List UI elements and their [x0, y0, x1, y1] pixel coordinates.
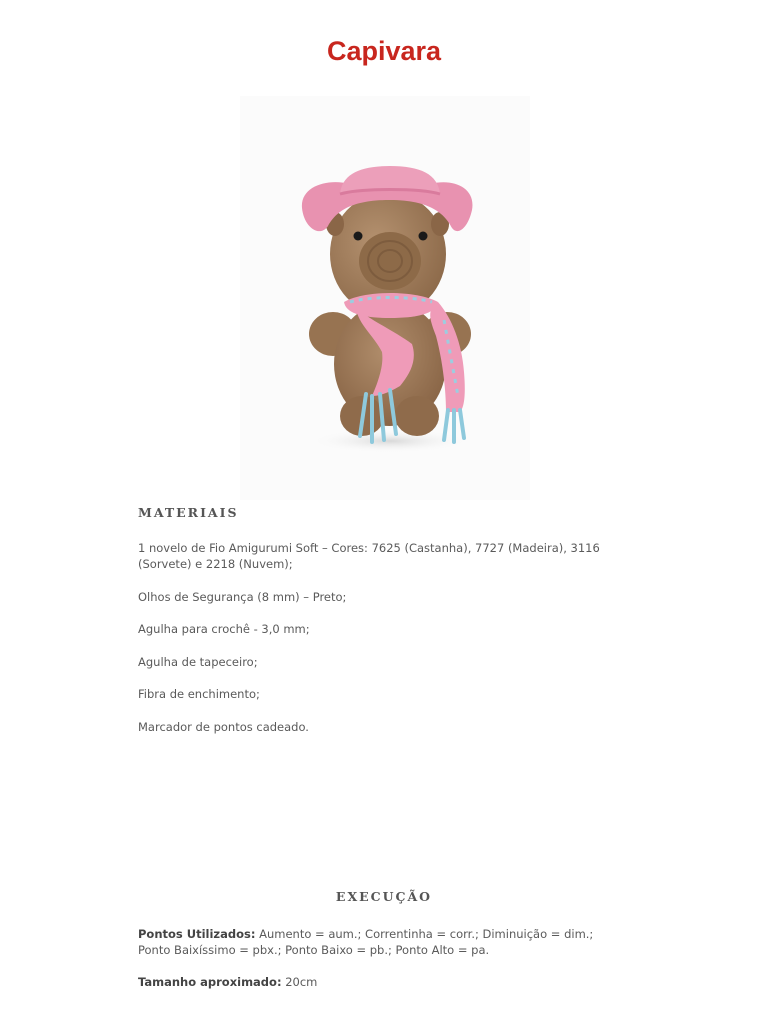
materials-heading: MATERIAIS	[138, 505, 239, 520]
size-label: Tamanho aproximado:	[138, 975, 282, 989]
stitches-text: Aumento = aum.; Correntinha = corr.; Diminuição = dim.; Ponto Baixíssimo = pbx.; Ponto Baixo = pb.; Ponto Alto = pa.	[138, 927, 594, 957]
size-text: 20cm	[281, 975, 318, 989]
list-item: Olhos de Segurança (8 mm) – Preto;	[138, 589, 347, 604]
materials-list	[138, 540, 608, 751]
amigurumi-capybara-icon	[240, 96, 530, 500]
list-item: Marcador de pontos cadeado.	[138, 719, 309, 734]
list-item: Agulha para crochê - 3,0 mm;	[138, 622, 310, 636]
execution-heading: EXECUÇÃO	[335, 889, 433, 904]
size-paragraph	[138, 974, 613, 990]
page-title: Capivara	[326, 36, 442, 66]
capybara-photo	[240, 96, 530, 500]
stitches-paragraph	[138, 926, 613, 958]
list-item: Fibra de enchimento;	[138, 687, 260, 701]
list-item: 1 novelo de Fio Amigurumi Soft – Cores: 7625 (Castanha), 7727 (Madeira), 3116 (Sorvete) e 2218 (Nuvem);	[138, 541, 600, 571]
stitches-label: Pontos Utilizados:	[138, 927, 256, 941]
list-item: Agulha de tapeceiro;	[138, 654, 258, 669]
